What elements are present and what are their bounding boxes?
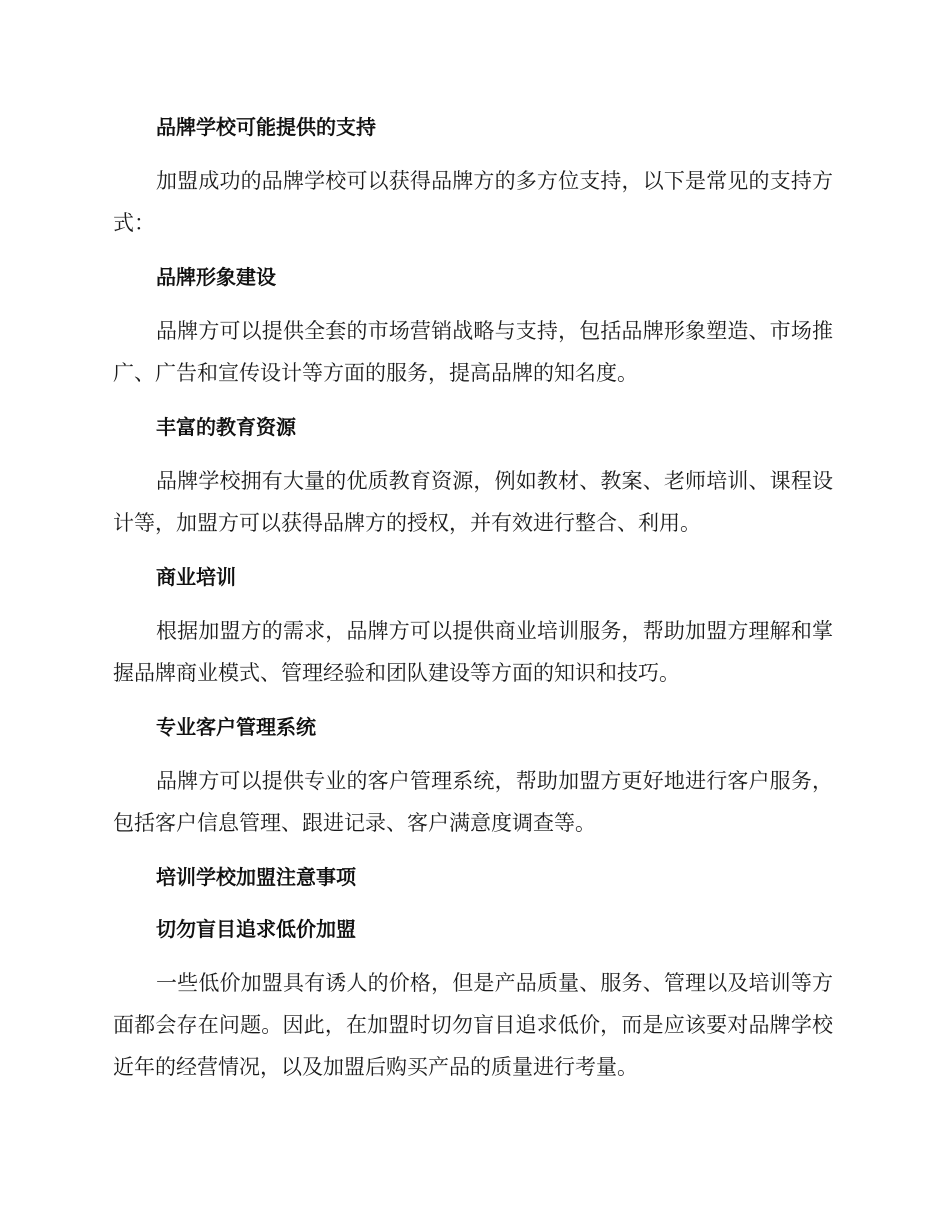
section-heading-business-training: 商业培训 (156, 565, 236, 589)
paragraph-brand-support-intro: 加盟成功的品牌学校可以获得品牌方的多方位支持，以下是常见的支持方式： (113, 169, 833, 235)
section-heading-education-resources: 丰富的教育资源 (156, 415, 296, 439)
section-heading-crm-system: 专业客户管理系统 (156, 715, 316, 739)
paragraph-business-training: 根据加盟方的需求，品牌方可以提供商业培训服务，帮助加盟方理解和掌握品牌商业模式、管理经验和团队建设等方面的知识和技巧。 (113, 619, 833, 685)
document-body (113, 108, 833, 1102)
paragraph-crm-system: 品牌方可以提供专业的客户管理系统，帮助加盟方更好地进行客户服务，包括客户信息管理、跟进记录、客户满意度调查等。 (113, 769, 833, 835)
paragraph-brand-image: 品牌方可以提供全套的市场营销战略与支持，包括品牌形象塑造、市场推广、广告和宣传设计等方面的服务，提高品牌的知名度。 (113, 319, 833, 385)
section-heading-brand-image: 品牌形象建设 (156, 265, 276, 289)
paragraph-avoid-low-price: 一些低价加盟具有诱人的价格，但是产品质量、服务、管理以及培训等方面都会存在问题。因此，在加盟时切勿盲目追求低价，而是应该要对品牌学校近年的经营情况，以及加盟后购买产品的质量进行考量。 (113, 971, 833, 1079)
section-heading-franchise-notes: 培训学校加盟注意事项 (156, 865, 356, 889)
section-heading-avoid-low-price: 切勿盲目追求低价加盟 (156, 917, 356, 941)
paragraph-education-resources: 品牌学校拥有大量的优质教育资源，例如教材、教案、老师培训、课程设计等，加盟方可以获得品牌方的授权，并有效进行整合、利用。 (113, 469, 833, 535)
section-heading-brand-support: 品牌学校可能提供的支持 (156, 115, 376, 139)
